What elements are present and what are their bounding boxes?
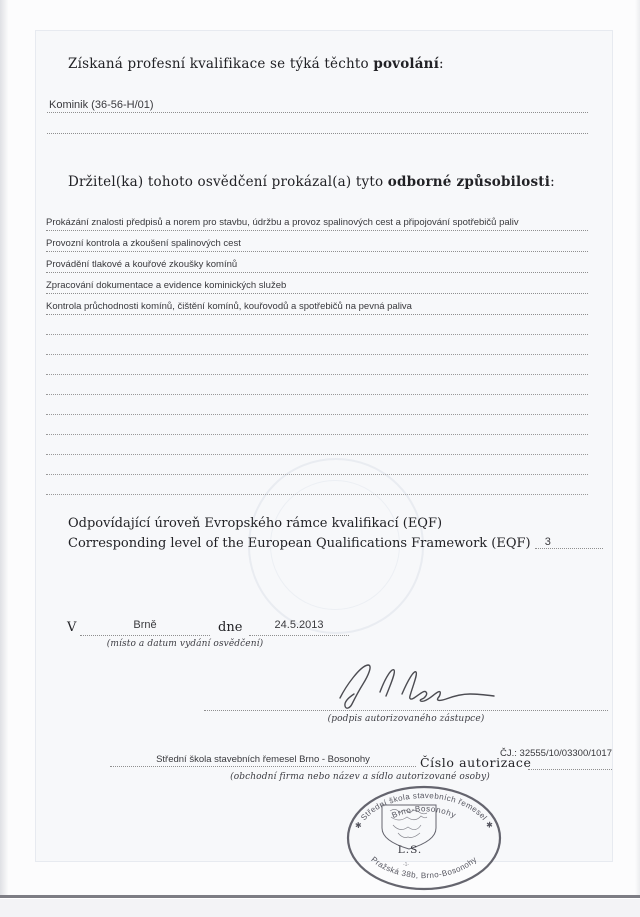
authorization-caption: (obchodní firma nebo název a sídlo autorizované osoby) xyxy=(230,772,490,782)
cislo-autorizace-field xyxy=(528,753,612,770)
place-field: Brně xyxy=(80,618,210,636)
competency-row: Prokázání znalosti předpisů a norem pro stavbu, údržbu a provoz spalinových cest a připojování spotřebičů paliv xyxy=(46,217,588,231)
empty-dotted-line xyxy=(46,355,588,375)
scan-edge-right xyxy=(635,0,640,897)
empty-dotted-line xyxy=(46,475,588,495)
stamp-outer-text: ✱ Střední škola stavebních řemesel ✱ xyxy=(353,791,495,831)
empty-dotted-line xyxy=(46,335,588,355)
competency-row: Kontrola průchodnosti komínů, čištění komínů, kouřovodů a spotřebičů na pevná paliva xyxy=(46,301,588,315)
empty-dotted-line xyxy=(46,415,588,435)
empty-dotted-line xyxy=(46,455,588,475)
cj-number: ČJ.: 32555/10/03300/1017 xyxy=(500,748,612,759)
empty-dotted-line xyxy=(46,315,588,335)
competency-row: Zpracování dokumentace a evidence kominických služeb xyxy=(46,280,588,294)
official-stamp xyxy=(344,784,504,894)
signature-caption: (podpis autorizovaného zástupce) xyxy=(327,714,485,724)
date-field: 24.5.2013 xyxy=(249,618,349,636)
eqf-level-field: 3 xyxy=(535,536,603,549)
stamp-bottom-text: Pražská 38b, Brno-Bosonohy xyxy=(369,854,479,881)
signature-line xyxy=(204,694,608,711)
place-v-label: V xyxy=(67,620,77,635)
scan-edge-left xyxy=(0,0,10,897)
empty-dotted-line xyxy=(46,375,588,395)
qualification-field xyxy=(47,95,588,113)
stamp-ls-text: L.S. xyxy=(397,844,423,856)
competencies-title: Držitel(ka) tohoto osvědčení prokázal(a) tyto odborné způsobilosti: xyxy=(68,174,555,190)
empty-dotted-line xyxy=(46,435,588,455)
below-page-area xyxy=(0,898,640,917)
eqf-line-en: Corresponding level of the European Qualifications Framework (EQF) 3 xyxy=(68,534,603,554)
qualification-title-bold: povolání xyxy=(373,56,440,72)
eqf-line-cz: Odpovídající úroveň Evropského rámce kvalifikací (EQF) xyxy=(68,516,443,531)
cislo-autorizace-label: Číslo autorizace xyxy=(420,755,532,770)
svg-text:Pražská 38b, Brno-Bosonohy xyxy=(369,855,478,880)
qualification-title-text: Získaná profesní kvalifikace se týká těchto xyxy=(68,56,374,72)
place-date-caption: (místo a datum vydání osvědčení) xyxy=(106,639,264,649)
stamp-page-mark: -1- xyxy=(402,862,410,868)
qualification-value: Kominik (36-56-H/01) xyxy=(49,99,154,111)
empty-dotted-line xyxy=(46,395,588,415)
organization-field xyxy=(110,746,416,767)
dne-label: dne xyxy=(218,620,243,635)
organization-value: Střední škola stavebních řemesel Brno - Bosonohy xyxy=(156,754,370,765)
empty-dotted-line xyxy=(47,116,588,134)
qualification-title: Získaná profesní kvalifikace se týká těchto povolání: xyxy=(68,56,444,72)
competency-row: Provádění tlakové a kouřové zkoušky komínů xyxy=(46,259,588,273)
stamp-inner-top-text: Brno-Bosonohy xyxy=(390,804,458,820)
empty-lines xyxy=(46,315,588,495)
competency-row: Provozní kontrola a zkoušení spalinových cest xyxy=(46,238,588,252)
competency-list xyxy=(46,217,588,495)
eqf-block xyxy=(68,514,603,554)
